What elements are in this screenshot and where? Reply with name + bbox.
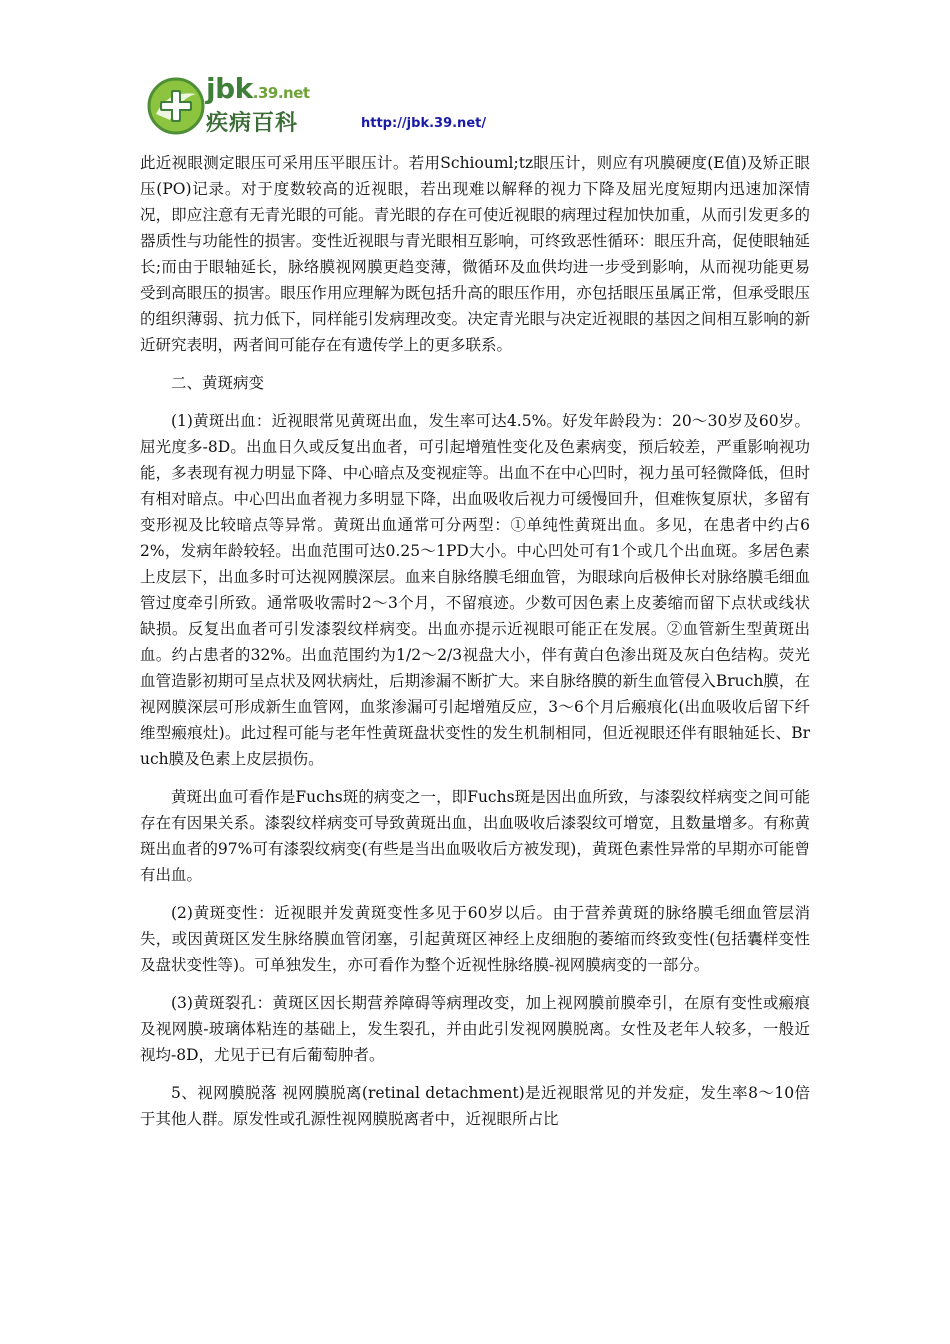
page-header bbox=[140, 70, 840, 142]
paragraph-macular-hole: (3)黄斑裂孔：黄斑区因长期营养障碍等病理改变，加上视网膜前膜牵引，在原有变性或瘢痕及视网膜-玻璃体粘连的基础上，发生裂孔，并由此引发视网膜脱离。女性及老年人较多，一般近视均-8D，尤见于已有后葡萄肿者。 bbox=[140, 994, 810, 1064]
section-heading-macular-lesions: 二、黄斑病变 bbox=[171, 374, 265, 392]
header-url-link[interactable]: http://jbk.39.net/ bbox=[361, 116, 487, 131]
medical-cross-logo-icon bbox=[146, 76, 206, 136]
logo-domain: jbk bbox=[206, 72, 253, 105]
paragraph-macular-hemorrhage: (1)黄斑出血：近视眼常见黄斑出血，发生率可达4.5%。好发年龄段为：20～30岁及60岁。屈光度多-8D。出血日久或反复出血者，可引起增殖性变化及色素病变，预后较差，严重影响视功能，多表现有视力明显下降、中心暗点及变视症等。出血不在中心凹时，视力虽可轻微降低，但时有相对暗点。中心凹出血者视力多明显下降，出血吸收后视力可缓慢回升，但难恢复原状，多留有变形视及比较暗点等异常。黄斑出血通常可分两型：①单纯性黄斑出血。多见，在患者中约占62%，发病年龄较轻。出血范围可达0.25～1PD大小。中心凹处可有1个或几个出血斑。多居色素上皮层下，出血多时可达视网膜深层。血来自脉络膜毛细血管，为眼球向后极伸长对脉络膜毛细血管过度牵引所致。通常吸收需时2～3个月，不留痕迹。少数可因色素上皮萎缩而留下点状或线状缺损。反复出血者可引发漆裂纹样病变。出血亦提示近视眼可能正在发展。②血管新生型黄斑出血。约占患者的32%。出血范围约为1/2～2/3视盘大小，伴有黄白色渗出斑及灰白色结构。荧光血管造影初期可呈点状及网状病灶，后期渗漏不断扩大。来自脉络膜的新生血管侵入Bruch膜，在视网膜深层可形成新生血管网，血浆渗漏可引起增殖反应，3～6个月后瘢痕化(出血吸收后留下纤维型瘢痕灶)。此过程可能与老年性黄斑盘状变性的发生机制相同，但近视眼还伴有眼轴延长、Bruch膜及色素上皮层损伤。 bbox=[140, 412, 810, 768]
logo-domain-suffix: .39.net bbox=[252, 84, 310, 102]
paragraph-macular-degeneration: (2)黄斑变性：近视眼并发黄斑变性多见于60岁以后。由于营养黄斑的脉络膜毛细血管层消失，或因黄斑区发生脉络膜血管闭塞，引起黄斑区神经上皮细胞的萎缩而终致变性(包括囊样变性及盘状变性等)。可单独发生，亦可看作为整个近视性脉络膜-视网膜病变的一部分。 bbox=[140, 904, 810, 974]
paragraph-retinal-detachment: 5、视网膜脱落 视网膜脱离(retinal detachment)是近视眼常见的并发症，发生率8～10倍于其他人群。原发性或孔源性视网膜脱离者中，近视眼所占比 bbox=[140, 1084, 810, 1128]
article-body bbox=[140, 150, 810, 1144]
paragraph-glaucoma-intraocular-pressure: 此近视眼测定眼压可采用压平眼压计。若用Schiouml;tz眼压计，则应有巩膜硬度(E值)及矫正眼压(PO)记录。对于度数较高的近视眼，若出现难以解释的视力下降及屈光度短期内迅速加深情况，即应注意有无青光眼的可能。青光眼的存在可使近视眼的病理过程加快加重，从而引发更多的器质性与功能性的损害。变性近视眼与青光眼相互影响，可终致恶性循环：眼压升高，促使眼轴延长;而由于眼轴延长，脉络膜视网膜更趋变薄，微循环及血供均进一步受到影响，从而视功能更易受到高眼压的损害。眼压作用应理解为既包括升高的眼压作用，亦包括眼压虽属正常，但承受眼压的组织薄弱、抗力低下，同样能引发病理改变。决定青光眼与决定近视眼的基因之间相互影响的新近研究表明，两者间可能存在有遗传学上的更多联系。 bbox=[140, 154, 810, 354]
paragraph-fuchs-spot: 黄斑出血可看作是Fuchs斑的病变之一，即Fuchs斑是因出血所致，与漆裂纹样病变之间可能存在有因果关系。漆裂纹样病变可导致黄斑出血，出血吸收后漆裂纹可增宽，且数量增多。有称黄斑出血者的97%可有漆裂纹病变(有些是当出血吸收后方被发现)，黄斑色素性异常的早期亦可能曾有出血。 bbox=[140, 788, 810, 884]
site-logo[interactable] bbox=[140, 70, 320, 140]
logo-domain-text bbox=[206, 72, 310, 105]
logo-site-name: 疾病百科 bbox=[206, 111, 299, 136]
